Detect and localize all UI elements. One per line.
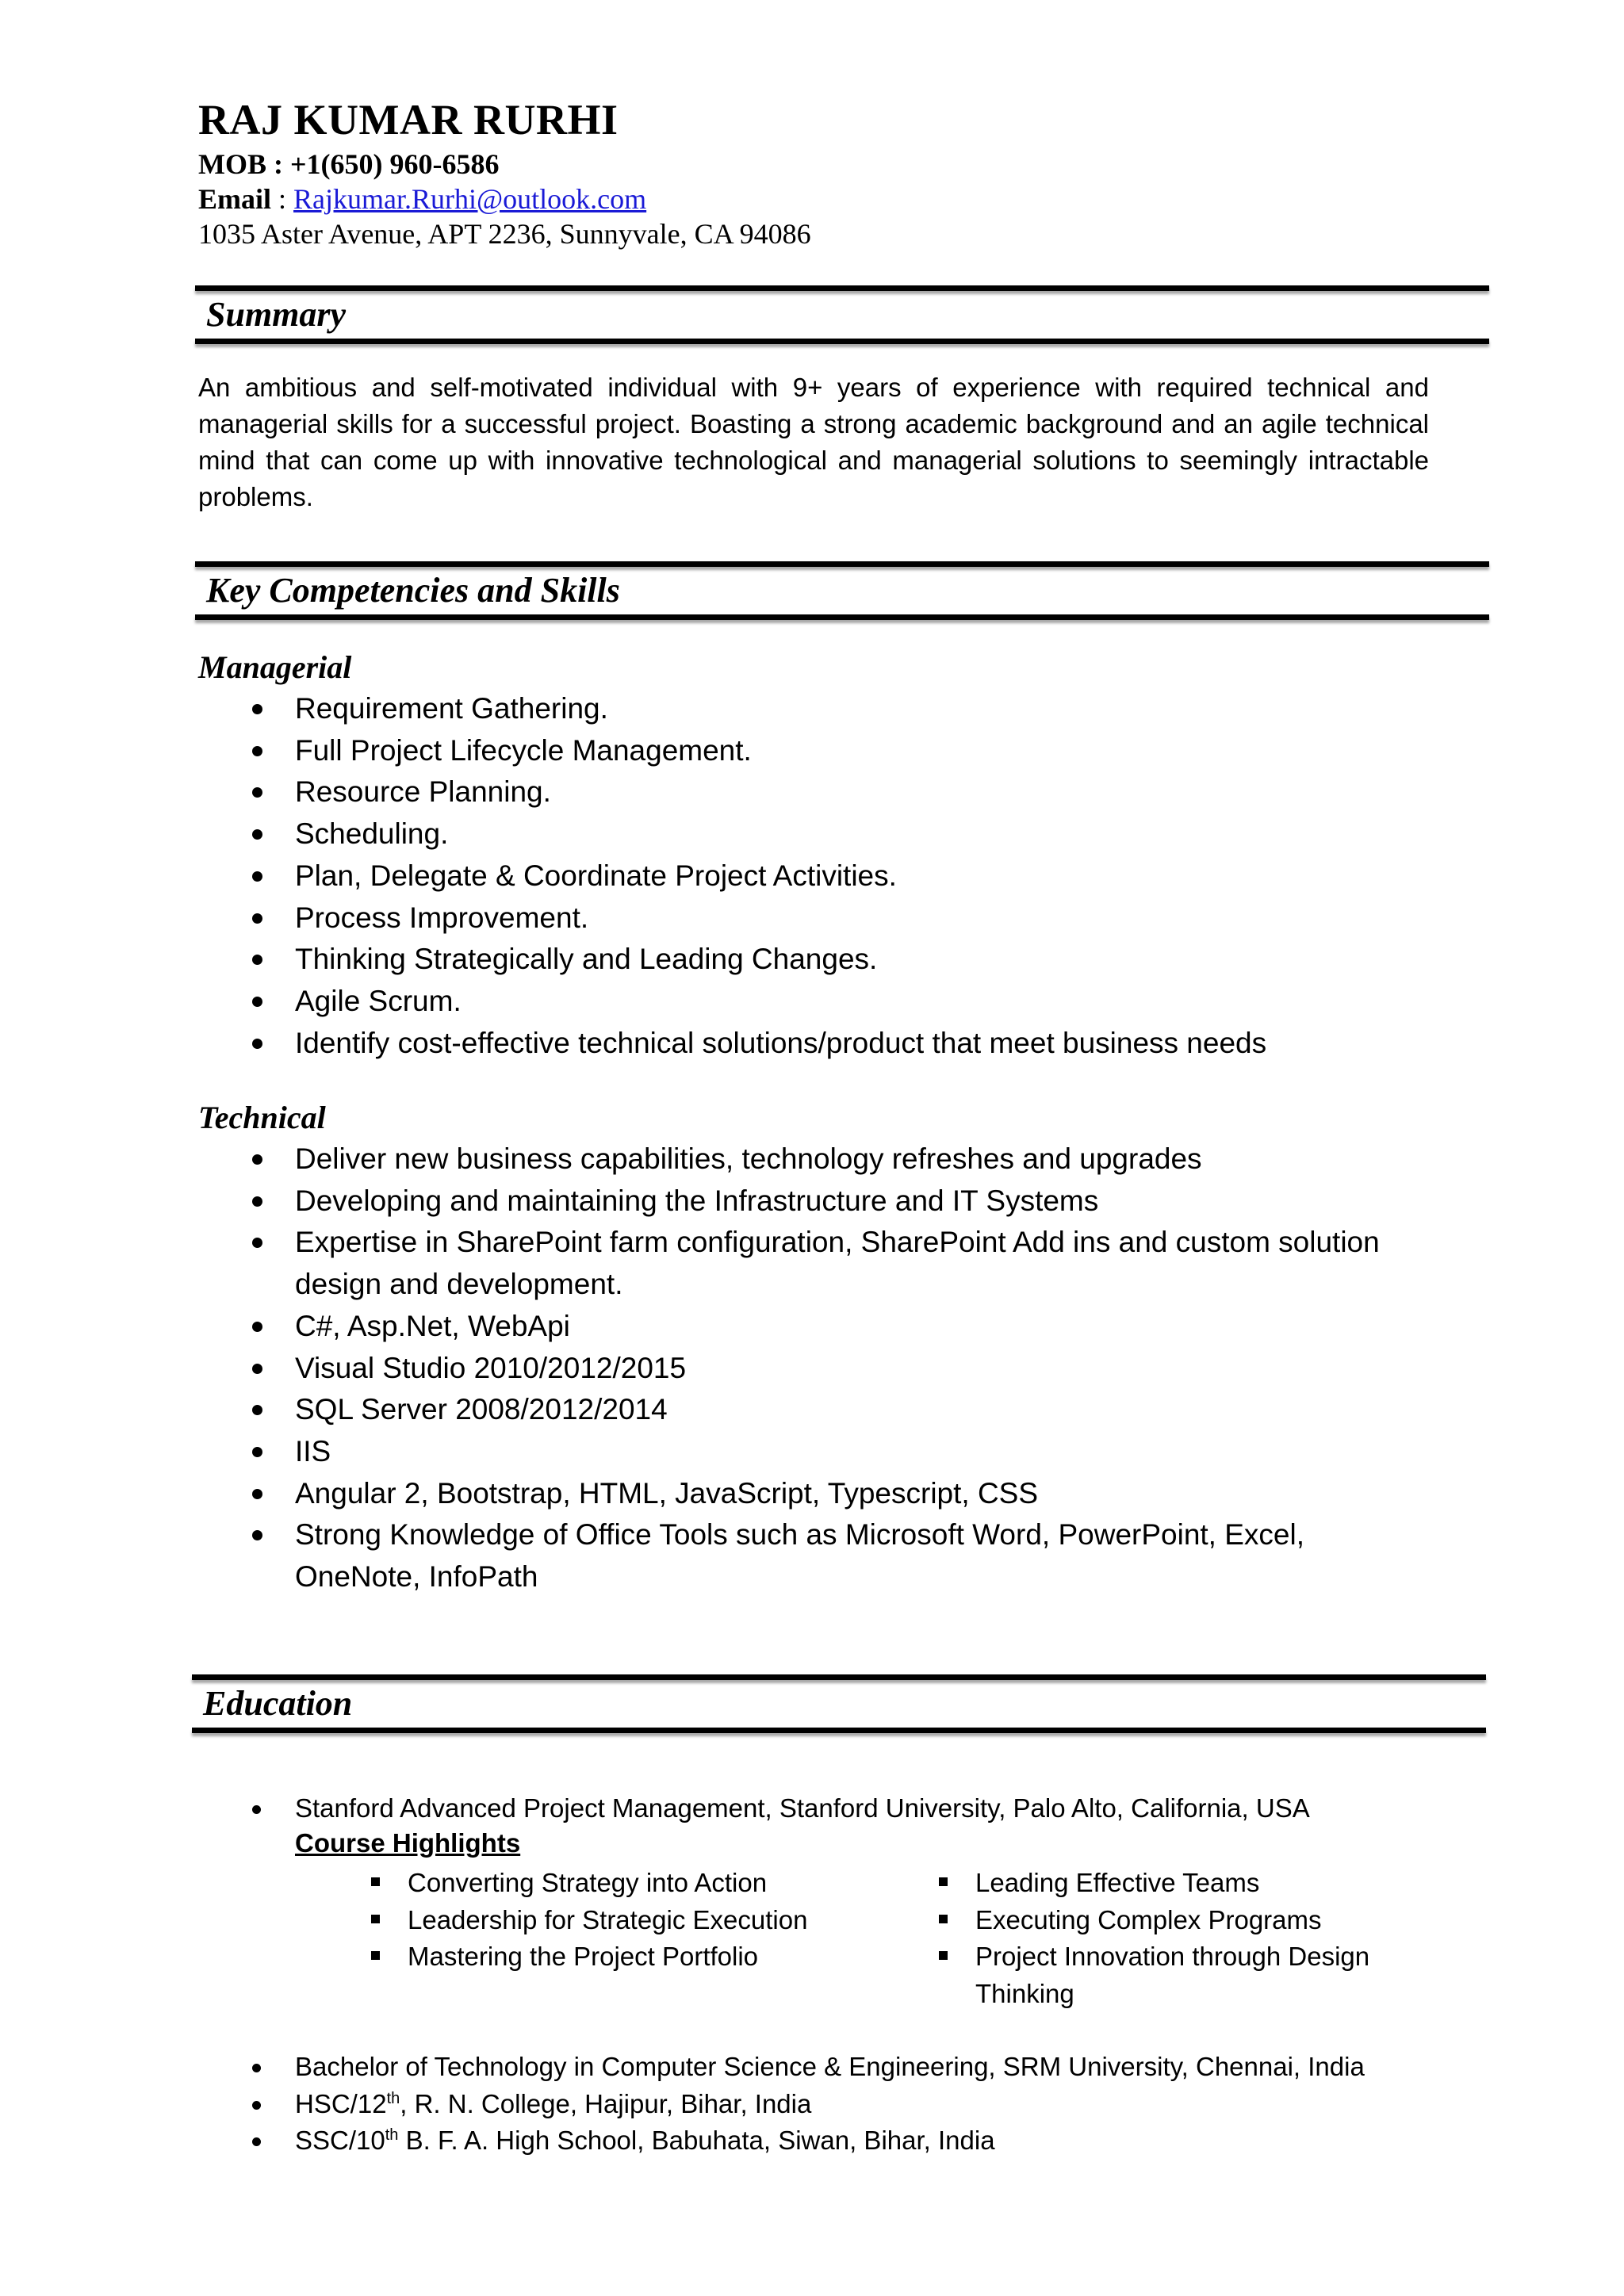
list-item: Strong Knowledge of Office Tools such as Microsoft Word, PowerPoint, Excel, OneNote, InfoPath (198, 1514, 1435, 1598)
summary-section-header (195, 285, 1489, 344)
mobile-number: +1(650) 960-6586 (289, 148, 500, 180)
list-item: Identify cost-effective technical solutions/product that meet business needs (198, 1023, 1467, 1065)
course-list-left (365, 1865, 852, 1976)
course-item: Leadership for Strategic Execution (365, 1902, 852, 1939)
ssc-details: B. F. A. High School, Babuhata, Siwan, Bihar, India (398, 2126, 995, 2155)
education-list-bottom (198, 2049, 1467, 2160)
list-item: Full Project Lifecycle Management. (198, 730, 1467, 772)
course-item: Executing Complex Programs (933, 1902, 1419, 1939)
list-item: Developing and maintaining the Infrastructure and IT Systems (198, 1181, 1435, 1223)
list-item: Visual Studio 2010/2012/2015 (198, 1348, 1435, 1390)
managerial-list (198, 688, 1467, 1064)
hsc-ordinal: th (386, 2089, 400, 2107)
list-item: Thinking Strategically and Leading Changes. (198, 939, 1467, 981)
education-item-ssc (198, 2122, 1467, 2160)
list-item: Process Improvement. (198, 897, 1467, 939)
education-section-header (192, 1674, 1486, 1733)
section-rule-top (195, 285, 1489, 291)
summary-title: Summary (206, 295, 347, 334)
course-highlights-heading: Course Highlights (295, 1828, 521, 1858)
section-rule-bottom (195, 614, 1489, 620)
list-item: Resource Planning. (198, 771, 1467, 813)
technical-list (198, 1138, 1435, 1598)
hsc-prefix: HSC/12 (295, 2088, 387, 2118)
email-separator: : (271, 183, 294, 215)
technical-heading: Technical (198, 1100, 326, 1135)
managerial-heading: Managerial (198, 649, 352, 685)
section-rule-top (192, 1674, 1486, 1680)
list-item: Agile Scrum. (198, 981, 1467, 1023)
section-rule-bottom (195, 339, 1489, 344)
course-item: Mastering the Project Portfolio (365, 1938, 852, 1976)
education-list-top (198, 1790, 1467, 1827)
skills-section-header (195, 561, 1489, 620)
list-item: Deliver new business capabilities, technology refreshes and upgrades (198, 1138, 1435, 1181)
course-item: Converting Strategy into Action (365, 1865, 852, 1902)
course-item: Leading Effective Teams (933, 1865, 1419, 1902)
email-link[interactable]: Rajkumar.Rurhi@outlook.com (293, 183, 647, 215)
email-label: Email (198, 183, 272, 215)
list-item: Scheduling. (198, 813, 1467, 855)
education-title: Education (203, 1684, 353, 1723)
summary-text: An ambitious and self-motivated individual with 9+ years of experience with required technical and managerial skills for a successful project. Boasting a strong academic background and an agile technical mind that can come up with innovative technological and managerial solutions to seemingly intractable problems. (198, 373, 1429, 511)
address: 1035 Aster Avenue, APT 2236, Sunnyvale, CA 94086 (198, 218, 811, 250)
hsc-details: , R. N. College, Hajipur, Bihar, India (400, 2088, 812, 2118)
email-line (198, 182, 646, 216)
list-item: C#, Asp.Net, WebApi (198, 1306, 1435, 1348)
list-item: Expertise in SharePoint farm configuration, SharePoint Add ins and custom solution design and development. (198, 1222, 1435, 1305)
list-item: Angular 2, Bootstrap, HTML, JavaScript, Typescript, CSS (198, 1473, 1435, 1515)
list-item: SQL Server 2008/2012/2014 (198, 1389, 1435, 1431)
course-item: Project Innovation through Design Thinking (933, 1938, 1419, 2012)
list-item: IIS (198, 1431, 1435, 1473)
mobile-label: MOB : (198, 148, 290, 180)
ssc-ordinal: th (385, 2126, 399, 2144)
resume-name: RAJ KUMAR RURHI (198, 96, 619, 144)
mobile-line (198, 147, 499, 181)
section-rule-bottom (192, 1728, 1486, 1733)
list-item: Requirement Gathering. (198, 688, 1467, 730)
education-item-stanford: Stanford Advanced Project Management, Stanford University, Palo Alto, California, USA (198, 1790, 1467, 1827)
list-item: Plan, Delegate & Coordinate Project Activities. (198, 855, 1467, 897)
skills-title: Key Competencies and Skills (206, 571, 620, 610)
section-rule-top (195, 561, 1489, 567)
education-item-btech: Bachelor of Technology in Computer Science & Engineering, SRM University, Chennai, India (198, 2049, 1467, 2086)
education-item-hsc (198, 2086, 1467, 2123)
ssc-prefix: SSC/10 (295, 2126, 385, 2155)
course-list-right (933, 1865, 1419, 2012)
